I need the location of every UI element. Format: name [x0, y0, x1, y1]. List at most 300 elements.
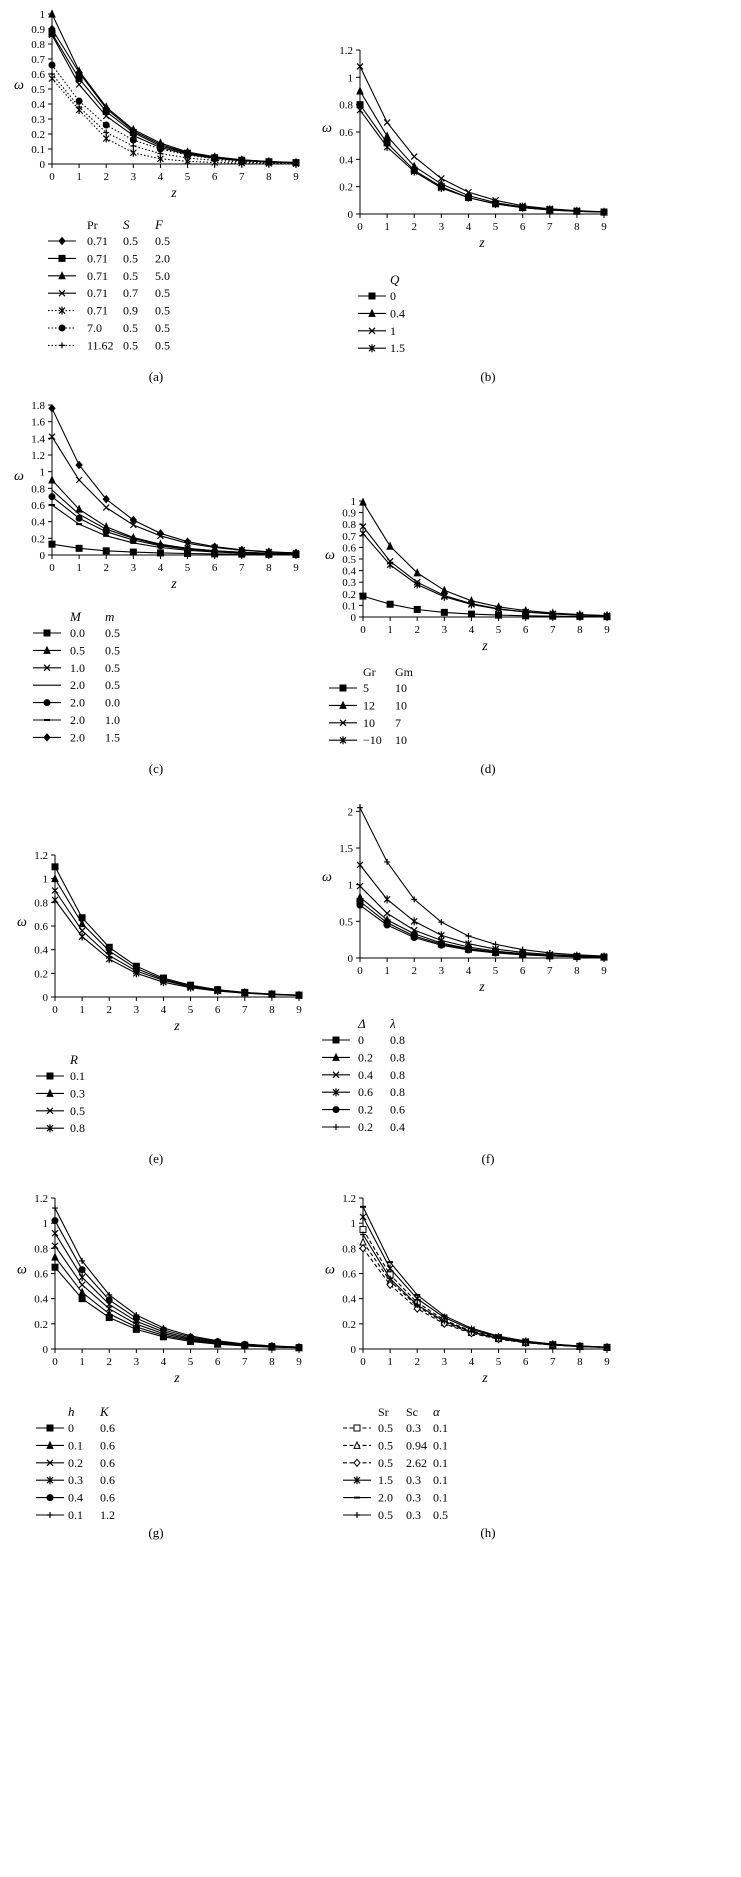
- y-tick-label: 0.6: [339, 127, 353, 139]
- legend-row: [329, 681, 407, 695]
- data-point: [384, 922, 390, 928]
- diamond-marker: [59, 238, 65, 245]
- square-marker: [354, 1425, 360, 1431]
- square-marker: [44, 630, 50, 636]
- x-tick-label: 9: [601, 965, 607, 977]
- circle-marker: [493, 950, 499, 956]
- data-point: [49, 62, 55, 68]
- series-line: [363, 1235, 607, 1348]
- series-7: [49, 405, 299, 557]
- x-tick-label: 1: [79, 1004, 85, 1016]
- circle-marker: [44, 700, 50, 706]
- legend-value: 0.1: [433, 1490, 448, 1505]
- legend-value: 0.8: [70, 1121, 85, 1136]
- series-line: [55, 867, 299, 995]
- data-point: [357, 88, 363, 95]
- data-point: [387, 1264, 393, 1272]
- y-tick-label: 0.2: [339, 181, 353, 194]
- data-point: [360, 529, 366, 537]
- series-line: [52, 35, 296, 163]
- x-tick-label: 7: [547, 221, 553, 233]
- legend-value: 7: [395, 715, 401, 730]
- legend: [322, 1016, 405, 1134]
- star-marker: [106, 955, 112, 963]
- legend-value: 0.5: [105, 678, 120, 693]
- legend-row: [36, 1086, 85, 1100]
- data-point: [411, 154, 417, 160]
- data-point: [357, 902, 363, 908]
- y-tick-label: 0.4: [31, 516, 45, 529]
- y-tick-label: 0.2: [342, 588, 356, 601]
- legend-value: 1: [390, 323, 396, 338]
- star-marker: [130, 149, 136, 157]
- legend-row: [343, 1421, 448, 1435]
- data-point: [52, 1254, 58, 1261]
- legend-row: [322, 1050, 405, 1064]
- y-tick-label: 0.4: [342, 1293, 356, 1306]
- series-line: [55, 879, 299, 996]
- series-line: [363, 1217, 607, 1347]
- legend-value: 0.8: [390, 1067, 405, 1082]
- y-axis-label: ω: [325, 548, 335, 563]
- y-axis-label: ω: [322, 121, 332, 136]
- x-axis-label: z: [174, 1371, 180, 1386]
- chart-panel-d: [325, 496, 610, 776]
- x-tick-label: 8: [574, 965, 580, 977]
- legend-value: 0.5: [155, 303, 170, 318]
- x-tick-label: 0: [360, 1356, 366, 1368]
- diamond-marker: [354, 1459, 360, 1466]
- legend-value: 5: [363, 681, 369, 695]
- x-tick-label: 6: [211, 562, 218, 574]
- legend-row: [33, 696, 120, 710]
- legend: [36, 1404, 115, 1522]
- x-tick-label: 5: [495, 1356, 502, 1368]
- square-marker: [52, 864, 58, 870]
- legend-header: Δ: [358, 1016, 366, 1031]
- data-point: [441, 587, 447, 594]
- data-point: [79, 933, 85, 941]
- data-point: [384, 119, 390, 125]
- legend-value: 0.7: [123, 286, 138, 301]
- legend-header: F: [155, 217, 163, 232]
- legend-value: 0.6: [100, 1421, 115, 1435]
- legend-value: 1.2: [100, 1508, 115, 1522]
- y-tick-label: 0.5: [31, 84, 45, 96]
- data-point: [520, 952, 526, 958]
- legend-row: [322, 1068, 405, 1082]
- legend: [33, 609, 120, 744]
- circle-marker: [103, 122, 109, 128]
- y-axis-label: ω: [325, 1262, 335, 1278]
- legend-value: 0.5: [123, 234, 138, 248]
- legend-header: m: [105, 609, 115, 624]
- y-tick-label: 0.2: [34, 968, 48, 981]
- legend-value: 0.5: [123, 268, 138, 283]
- legend-row: [33, 678, 120, 692]
- legend-row: [33, 661, 120, 675]
- legend-row: [36, 1508, 115, 1522]
- x-tick-label: 8: [266, 562, 272, 574]
- plus-marker: [59, 342, 65, 348]
- y-tick-label: 0.8: [31, 39, 45, 51]
- legend-value: 0.6: [100, 1490, 115, 1505]
- legend-row: [358, 289, 396, 303]
- legend-value: 0.2: [358, 1120, 373, 1134]
- y-tick-label: 0.2: [31, 533, 45, 546]
- x-tick-label: 9: [293, 562, 299, 574]
- square-marker: [47, 1425, 53, 1431]
- x-tick-label: 9: [293, 171, 299, 183]
- legend-row: [36, 1491, 115, 1505]
- y-tick-label: 1.2: [339, 45, 353, 57]
- legend-value: −10: [363, 733, 382, 748]
- star-marker: [438, 931, 444, 939]
- y-tick-label: 1: [347, 879, 353, 892]
- series-4: [49, 32, 299, 166]
- y-tick-label: 1.2: [34, 1193, 48, 1205]
- diamond-marker: [49, 405, 55, 412]
- square-marker: [52, 1264, 58, 1270]
- x-axis-label: z: [171, 577, 177, 592]
- series-line: [55, 891, 299, 996]
- legend-value: 2.62: [406, 1455, 427, 1470]
- x-tick-label: 1: [76, 171, 82, 183]
- data-point: [76, 545, 82, 551]
- x-tick-label: 4: [468, 624, 475, 636]
- panel-caption: (c): [148, 761, 164, 776]
- data-point: [52, 1218, 58, 1224]
- legend-value: 0.5: [378, 1508, 393, 1522]
- circle-marker: [59, 325, 65, 331]
- legend-value: 0.6: [390, 1102, 405, 1117]
- series-5: [49, 75, 299, 168]
- circle-marker: [47, 1495, 53, 1501]
- triangle-marker: [49, 477, 55, 484]
- legend-value: 1.5: [378, 1473, 393, 1488]
- square-marker: [369, 293, 375, 299]
- series-line: [360, 91, 604, 212]
- legend: [358, 272, 405, 355]
- series-2: [49, 31, 299, 166]
- x-tick-label: 6: [214, 1356, 221, 1368]
- panel-caption: (d): [480, 761, 496, 776]
- star-marker: [387, 561, 393, 569]
- legend-value: 0.1: [68, 1438, 83, 1453]
- y-tick-label: 2: [347, 806, 353, 819]
- legend-value: 0: [358, 1033, 364, 1047]
- plus-marker: [103, 130, 109, 136]
- legend-header: λ: [390, 1016, 396, 1031]
- legend-value: 0.8: [390, 1050, 405, 1065]
- x-tick-label: 3: [130, 562, 137, 574]
- y-tick-label: 0.2: [31, 129, 45, 141]
- series-line: [52, 408, 296, 553]
- legend-value: 0.1: [433, 1473, 448, 1488]
- data-point: [360, 593, 366, 599]
- panel-caption: (f): [481, 1151, 495, 1166]
- y-tick-label: 0: [42, 992, 48, 1004]
- legend-row: [33, 730, 120, 744]
- data-point: [411, 934, 417, 940]
- x-tick-label: 5: [492, 221, 499, 233]
- x-tick-label: 5: [492, 965, 499, 977]
- data-point: [465, 933, 471, 939]
- square-marker: [79, 1296, 85, 1302]
- legend-row: [329, 698, 407, 712]
- x-marker: [76, 82, 82, 88]
- legend-value: 2.0: [155, 251, 170, 266]
- data-point: [414, 606, 420, 612]
- data-point: [106, 955, 112, 963]
- x-tick-label: 2: [103, 562, 109, 574]
- legend-value: 0: [68, 1421, 74, 1435]
- legend-row: [343, 1473, 448, 1487]
- legend-value: 0.4: [390, 306, 405, 321]
- legend-row: [36, 1421, 115, 1435]
- y-tick-label: 0.2: [34, 1318, 48, 1331]
- legend-value: 0.5: [123, 321, 138, 335]
- x-tick-label: 8: [266, 171, 272, 183]
- triangle-marker: [441, 587, 447, 594]
- series-line: [55, 1233, 299, 1347]
- x-tick-label: 5: [187, 1356, 194, 1368]
- legend-value: 0.1: [433, 1438, 448, 1453]
- square-marker: [441, 609, 447, 615]
- series-1: [49, 26, 299, 167]
- legend-row: [322, 1033, 405, 1047]
- x-marker: [79, 1282, 85, 1288]
- series-line: [360, 865, 604, 957]
- legend-value: 0: [390, 289, 396, 303]
- star-marker: [384, 143, 390, 151]
- legend-value: 0.6: [100, 1473, 115, 1488]
- data-point: [79, 1296, 85, 1302]
- chart-panel-g: [17, 1193, 302, 1540]
- legend-row: [358, 306, 405, 320]
- legend: [36, 1052, 85, 1135]
- series-line: [360, 66, 604, 211]
- data-point: [130, 137, 136, 143]
- y-tick-label: 1: [350, 1218, 356, 1231]
- x-tick-label: 2: [414, 624, 420, 636]
- square-marker: [103, 548, 109, 554]
- legend-value: 1.0: [105, 713, 120, 727]
- y-tick-label: 1.2: [34, 850, 48, 862]
- data-point: [79, 1282, 85, 1288]
- y-tick-label: 0.7: [31, 54, 45, 66]
- x-tick-label: 0: [357, 965, 363, 977]
- legend-value: 10: [395, 681, 407, 695]
- series-line: [52, 437, 296, 553]
- y-tick-label: 0.5: [339, 916, 353, 929]
- circle-marker: [49, 62, 55, 68]
- legend-row: [36, 1473, 115, 1487]
- star-marker: [360, 529, 366, 537]
- square-marker: [333, 1037, 339, 1043]
- legend: [48, 217, 170, 352]
- legend-value: 0.5: [70, 643, 85, 658]
- legend-value: 0.5: [105, 643, 120, 658]
- data-point: [493, 950, 499, 956]
- panel-caption: (b): [480, 369, 496, 384]
- legend-row: [48, 338, 170, 352]
- y-tick-label: 1.6: [31, 416, 45, 429]
- legend-value: 0.4: [390, 1120, 405, 1134]
- panel-caption: (e): [148, 1151, 164, 1166]
- legend-value: 0.2: [68, 1455, 83, 1470]
- legend-value: 0.71: [87, 234, 108, 248]
- data-point: [49, 494, 55, 500]
- x-tick-label: 2: [106, 1004, 112, 1016]
- y-tick-label: 1.2: [31, 450, 45, 462]
- chart-panel-h: [325, 1193, 610, 1540]
- legend-value: 10: [395, 733, 407, 748]
- legend-header: Gm: [395, 665, 413, 679]
- x-tick-label: 7: [242, 1356, 248, 1368]
- legend-value: 0.3: [406, 1473, 421, 1488]
- legend-row: [343, 1508, 448, 1522]
- panel-caption: (a): [148, 369, 164, 384]
- legend-header: K: [100, 1404, 109, 1419]
- x-axis-label: z: [171, 186, 177, 201]
- legend-header: Gr: [363, 665, 376, 679]
- x-tick-label: 2: [106, 1356, 112, 1368]
- data-point: [52, 1264, 58, 1270]
- x-tick-label: 4: [160, 1356, 167, 1368]
- y-tick-label: 0: [39, 550, 45, 562]
- data-point: [465, 947, 471, 953]
- series-line: [55, 1267, 299, 1348]
- x-tick-label: 8: [269, 1356, 275, 1368]
- legend-value: 0.0: [70, 626, 85, 640]
- legend-header: h: [68, 1404, 75, 1419]
- y-tick-label: 0.6: [34, 921, 48, 933]
- circle-marker: [52, 1218, 58, 1224]
- legend-value: 10: [363, 715, 375, 730]
- legend-value: 0.5: [105, 660, 120, 675]
- legend-value: 0.71: [87, 251, 108, 266]
- plus-marker: [357, 805, 363, 811]
- y-axis-label: ω: [322, 870, 332, 885]
- plus-marker: [47, 1512, 53, 1518]
- data-point: [384, 143, 390, 151]
- x-tick-label: 5: [495, 624, 502, 636]
- x-tick-label: 1: [384, 221, 390, 233]
- x-tick-label: 4: [465, 221, 472, 233]
- legend-value: 0.3: [68, 1473, 83, 1488]
- legend-row: [343, 1491, 448, 1505]
- legend-value: 0.2: [358, 1102, 373, 1117]
- circle-marker: [130, 137, 136, 143]
- data-point: [103, 130, 109, 136]
- legend-value: 0.1: [68, 1508, 83, 1522]
- x-tick-label: 3: [441, 624, 448, 636]
- star-marker: [357, 861, 363, 869]
- x-marker: [103, 505, 109, 511]
- square-marker: [360, 593, 366, 599]
- series-2: [360, 499, 610, 619]
- x-marker: [76, 477, 82, 483]
- series-line: [363, 502, 607, 615]
- data-point: [387, 561, 393, 569]
- circle-marker: [384, 922, 390, 928]
- x-tick-label: 4: [160, 1004, 167, 1016]
- plus-marker: [465, 933, 471, 939]
- legend-value: 0.4: [358, 1067, 373, 1082]
- legend-row: [358, 341, 405, 355]
- x-tick-label: 6: [519, 221, 526, 233]
- series-2: [52, 875, 302, 998]
- legend-value: 0.71: [87, 286, 108, 301]
- y-tick-label: 0.4: [339, 154, 353, 167]
- square-marker: [49, 541, 55, 547]
- y-tick-label: 1: [350, 496, 356, 508]
- circle-marker: [185, 546, 191, 552]
- legend-value: 0.71: [87, 268, 108, 283]
- series-line: [360, 110, 604, 212]
- data-point: [103, 529, 109, 535]
- x-tick-label: 3: [133, 1004, 140, 1016]
- data-point: [441, 609, 447, 615]
- x-tick-label: 3: [438, 965, 445, 977]
- data-point: [438, 931, 444, 939]
- x-tick-label: 1: [384, 965, 390, 977]
- y-tick-label: 0: [347, 209, 353, 221]
- y-axis-label: ω: [17, 915, 27, 930]
- series-5: [357, 902, 607, 960]
- series-line: [52, 34, 296, 163]
- y-tick-label: 0.8: [34, 1243, 48, 1256]
- star-marker: [52, 1229, 58, 1237]
- circle-marker: [76, 98, 82, 104]
- x-tick-label: 8: [269, 1004, 275, 1016]
- legend-value: 0.1: [433, 1421, 448, 1435]
- data-point: [468, 611, 474, 617]
- series-line: [52, 490, 296, 554]
- x-tick-label: 1: [387, 1356, 393, 1368]
- chart-panel-f: [322, 804, 607, 1166]
- legend-value: 1.5: [105, 730, 120, 745]
- x-axis-label: z: [482, 1371, 488, 1386]
- legend-row: [329, 733, 407, 747]
- data-point: [52, 896, 58, 904]
- legend-value: 0.6: [358, 1085, 373, 1100]
- y-tick-label: 0.4: [34, 944, 48, 957]
- legend-header: Sr: [378, 1405, 389, 1419]
- series-line: [363, 1207, 607, 1347]
- series-3: [360, 524, 610, 619]
- legend-row: [48, 304, 170, 318]
- x-tick-label: 2: [411, 965, 417, 977]
- y-tick-label: 0.1: [342, 600, 356, 613]
- legend-value: 2.0: [378, 1490, 393, 1505]
- y-tick-label: 1: [39, 466, 45, 479]
- data-point: [360, 499, 366, 506]
- data-point: [52, 864, 58, 870]
- chart-panel-e: [17, 850, 302, 1166]
- legend-row: [358, 324, 396, 338]
- star-marker: [360, 1213, 366, 1221]
- x-tick-label: 6: [522, 624, 529, 636]
- x-tick-label: 3: [438, 221, 445, 233]
- square-marker: [130, 549, 136, 555]
- legend-row: [36, 1121, 85, 1135]
- panel-caption: (h): [480, 1525, 496, 1540]
- data-point: [130, 549, 136, 555]
- data-point: [357, 805, 363, 811]
- y-tick-label: 0.6: [34, 1268, 48, 1281]
